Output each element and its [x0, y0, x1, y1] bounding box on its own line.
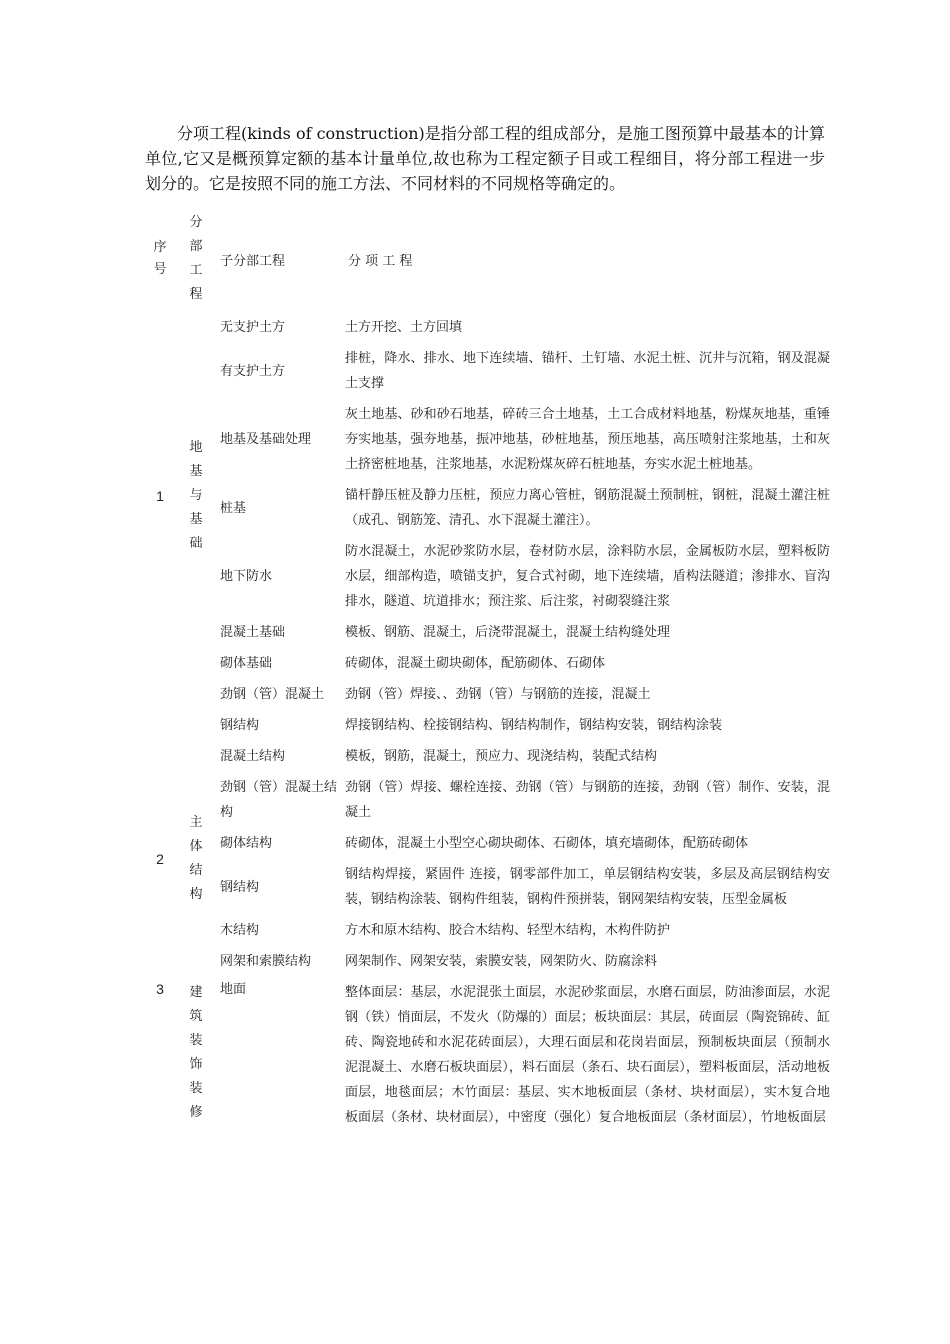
construction-table [145, 206, 830, 1133]
items-cell: 劲钢（管）焊接、、劲钢（管）与钢筋的连接，混凝土 [345, 687, 651, 702]
table-row [145, 859, 830, 915]
header-division: 分部工程 [189, 215, 203, 302]
items-cell: 砖砌体，混凝土小型空心砌块砌体、石砌体，填充墙砌体，配筋砖砌体 [345, 836, 749, 851]
subdivision-cell: 无支护土方 [220, 320, 286, 335]
table-row [145, 617, 830, 648]
table-row [145, 772, 830, 828]
subdivision-cell: 网架和索膜结构 [220, 954, 312, 969]
header-items: 分 项 工 程 [348, 253, 413, 269]
group-division-1: 地基与基础 [189, 439, 203, 551]
table-row [145, 648, 830, 679]
items-cell: 防水混凝土，水泥砂浆防水层，卷材防水层，涂料防水层，金属板防水层，塑料板防水层，细部构造，喷锚支护，复合式衬砌，地下连续墙，盾构法隧道；渗排水、盲沟排水，隧道、坑道排水；预注浆、后注浆，衬砌裂缝注浆 [345, 544, 830, 609]
table-row [145, 710, 830, 741]
items-cell: 劲钢（管）焊接、螺栓连接、劲钢（管）与钢筋的连接，劲钢（管）制作、安装，混凝土 [345, 780, 830, 820]
items-cell: 网架制作、网架安装，索膜安装，网架防火、防腐涂料 [345, 954, 658, 969]
table-row [145, 536, 830, 617]
subdivision-cell: 木结构 [220, 923, 260, 938]
items-cell: 模板，钢筋，混凝土，预应力、现浇结构，装配式结构 [345, 749, 658, 764]
subdivision-cell: 混凝土基础 [220, 625, 286, 640]
header-items-cell [345, 206, 830, 312]
items-cell: 模板、钢筋、混凝土，后浇带混凝土，混凝土结构缝处理 [345, 625, 671, 640]
subdivision-cell: 有支护土方 [220, 363, 286, 379]
header-seq: 序号 [153, 240, 167, 277]
table-row [145, 399, 830, 480]
items-cell: 整体面层：基层，水泥混张土面层，水泥砂浆面层，水磨石面层，防油渗面层，水泥钢（铁）悄面层，不发火（防爆的）面层；板块面层：其层，砖面层（陶瓷锦砖、缸砖、陶瓷地砖和水泥花砖面层），大理石面层和花岗岩面层，预制板块面层（预制水泥混凝土、水磨石板块面层），料石面层（条石、块石面层），塑料板面层，活动地板面层，地毯面层；木竹面层：基层、实木地板面层（条材、块材面层），实木复合地板面层（条材、块材面层），中密度（强化）复合地板面层（条材面层），竹地板面层 [345, 985, 830, 1125]
items-cell: 砖砌体，混凝土砌块砌体，配筋砌体、石砌体 [345, 656, 606, 671]
table-row [145, 343, 830, 399]
table-header-row [145, 206, 830, 312]
subdivision-cell: 钢结构 [220, 879, 260, 895]
table-row [145, 312, 830, 343]
items-cell: 焊接钢结构、栓接钢结构、钢结构制作，钢结构安装，钢结构涂装 [345, 718, 723, 733]
group-division-cell-1 [175, 312, 217, 679]
table-row [145, 946, 830, 977]
table-row [145, 480, 830, 536]
header-subdivision: 子分部工程 [220, 253, 286, 269]
table-row [145, 828, 830, 859]
header-seq-cell [145, 206, 175, 312]
table-row [145, 915, 830, 946]
table-row [145, 679, 830, 710]
subdivision-cell: 地面 [220, 982, 247, 997]
intro-paragraph: 分项工程(kinds of construction)是指分部工程的组成部分，是施工图预算中最基本的计算单位,它又是概预算定额的基本计量单位,故也称为工程定额子目或工程细目，将分部工程进一步划分的。它是按照不同的施工方法、不同材料的不同规格等确定的。 [145, 124, 825, 193]
items-cell: 方木和原木结构、胶合木结构、轻型木结构，木构件防护 [345, 923, 671, 938]
subdivision-cell: 砌体结构 [220, 836, 273, 851]
items-cell: 灰土地基、砂和砂石地基，碎砖三合土地基，土工合成材料地基，粉煤灰地基，重锤夯实地基，强夯地基，振冲地基，砂桩地基，预压地基，高压喷射注浆地基，土和灰土挤密桩地基，注浆地基，水泥粉煤灰碎石桩地基，夯实水泥土桩地基。 [345, 407, 830, 472]
subdivision-cell: 钢结构 [220, 718, 260, 733]
subdivision-cell: 地下防水 [220, 569, 273, 584]
group-seq-1: 1 [156, 487, 164, 504]
subdivision-cell: 劲钢（管）混凝土结构 [220, 780, 338, 820]
group-seq-3: 3 [156, 981, 164, 997]
items-cell: 锚杆静压桩及静力压桩，预应力离心管桩，钢筋混凝土预制桩，钢桩，混凝土灌注桩（成孔、钢筋笼、清孔、水下混凝土灌注）。 [345, 488, 830, 528]
group-division-2: 主体结构 [189, 815, 203, 902]
group-division-cell-2 [175, 741, 217, 977]
subdivision-cell: 混凝土结构 [220, 749, 286, 764]
items-cell: 排桩，降水、排水、地下连续墙、锚杆、土钉墙、水泥土桩、沉井与沉箱，钢及混凝土支撑 [345, 351, 830, 391]
items-cell: 钢结构焊接，紧固件 连接，钢零部件加工，单层钢结构安装，多层及高层钢结构安装，钢结构涂装、钢构件组装，钢构件预拼装，钢网架结构安装，压型金属板 [345, 867, 830, 907]
items-cell: 土方开挖、土方回填 [345, 320, 463, 335]
table-row [145, 977, 830, 1133]
subdivision-cell: 劲钢（管）混凝土 [220, 687, 325, 702]
subdivision-cell: 地基及基础处理 [220, 432, 312, 447]
subdivision-cell: 砌体基础 [220, 656, 273, 671]
group-division-cell-3 [175, 977, 217, 1133]
header-division-cell [175, 206, 217, 312]
subdivision-cell: 桩基 [220, 500, 247, 516]
group-division-3: 建筑装饰装修 [189, 985, 203, 1120]
header-subdivision-cell [217, 206, 345, 312]
group-seq-2: 2 [156, 851, 164, 867]
table-row [145, 741, 830, 772]
